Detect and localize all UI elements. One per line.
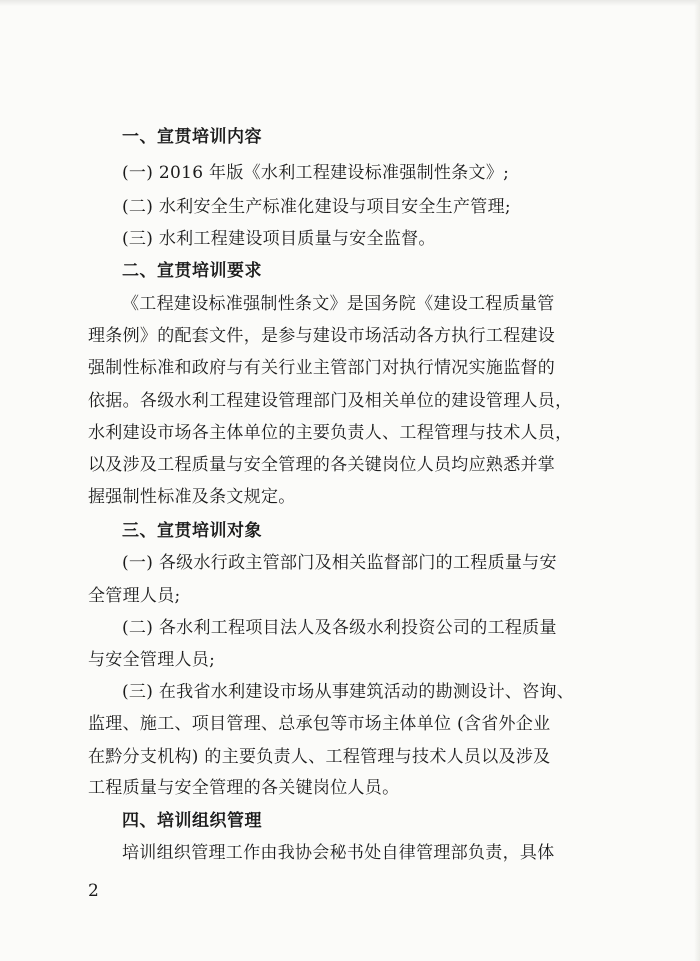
page-number: 2 bbox=[88, 881, 99, 901]
section-heading-4: 四、培训组织管理 bbox=[122, 811, 262, 831]
body-line: 理条例》的配套文件，是参与建设市场活动各方执行工程建设 bbox=[88, 326, 556, 346]
section-heading-1: 一、宣贯培训内容 bbox=[122, 127, 262, 147]
scan-edge-right bbox=[694, 0, 700, 961]
body-line: 监理、施工、项目管理、总承包等市场主体单位 (含省外企业 bbox=[88, 714, 551, 734]
body-line: 与安全管理人员; bbox=[88, 650, 216, 670]
body-line: 水利建设市场各主体单位的主要负责人、工程管理与技术人员， bbox=[88, 423, 573, 443]
section-heading-2: 二、宣贯培训要求 bbox=[122, 261, 262, 281]
body-line: (一) 2016 年版《水利工程建设标准强制性条文》; bbox=[122, 163, 510, 183]
body-line: (一) 各级水行政主管部门及相关监督部门的工程质量与安 bbox=[122, 553, 557, 573]
body-line: 全管理人员; bbox=[88, 586, 181, 606]
body-line: (二) 水利安全生产标准化建设与项目安全生产管理; bbox=[122, 197, 511, 217]
body-line: 培训组织管理工作由我协会秘书处自律管理部负责，具体 bbox=[122, 843, 555, 863]
body-line: (二) 各水利工程项目法人及各级水利投资公司的工程质量 bbox=[122, 618, 557, 638]
body-line: 在黔分支机构) 的主要负责人、工程管理与技术人员以及涉及 bbox=[88, 747, 551, 767]
body-line: 依据。各级水利工程建设管理部门及相关单位的建设管理人员， bbox=[88, 391, 573, 411]
body-line: 以及涉及工程质量与安全管理的各关键岗位人员均应熟悉并掌 bbox=[88, 455, 556, 475]
body-line: 工程质量与安全管理的各关键岗位人员。 bbox=[88, 778, 400, 798]
body-line: (三) 水利工程建设项目质量与安全监督。 bbox=[122, 229, 436, 249]
body-line: 《工程建设标准强制性条文》是国务院《建设工程质量管 bbox=[122, 294, 555, 314]
body-line: (三) 在我省水利建设市场从事建筑活动的勘测设计、咨询、 bbox=[122, 682, 575, 702]
section-heading-3: 三、宣贯培训对象 bbox=[122, 521, 262, 541]
body-line: 握强制性标准及条文规定。 bbox=[88, 487, 296, 507]
scan-edge-top bbox=[0, 0, 700, 6]
body-line: 强制性标准和政府与有关行业主管部门对执行情况实施监督的 bbox=[88, 358, 556, 378]
